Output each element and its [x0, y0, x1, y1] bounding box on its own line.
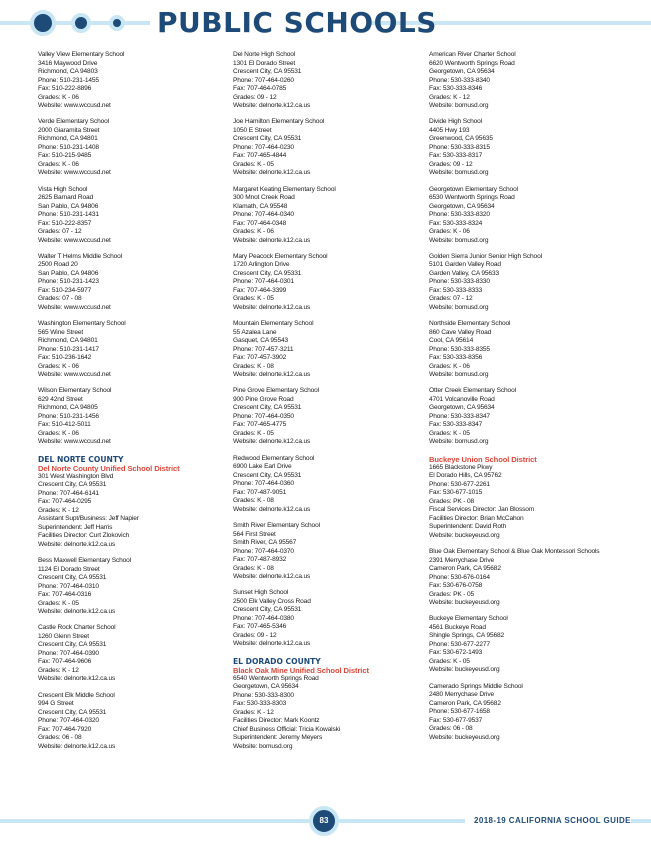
- entry-detail-line: Website: buckeyeusd.org: [429, 733, 500, 741]
- entry-heading: Del Norte High School: [233, 51, 296, 58]
- entry-heading: Bess Maxwell Elementary School: [38, 557, 131, 565]
- entry-detail-line: El Dorado Hills, CA 95762: [429, 472, 502, 480]
- entry-detail-line: Phone: 530-333-8355: [429, 345, 490, 353]
- entry-detail-line: Grades: 07 - 12: [38, 228, 82, 236]
- entry-detail-line: Phone: 510-231-1417: [38, 345, 99, 353]
- entry-detail-line: Fax: 510-222-8896: [38, 85, 92, 92]
- entry-detail-line: 1050 E Street: [233, 126, 272, 134]
- school-entry: [38, 624, 238, 684]
- header-dot-medium: [71, 13, 91, 33]
- entry-detail-line: Phone: 530-677-2277: [429, 640, 490, 648]
- entry-detail-line: Grades: K - 12: [233, 708, 274, 716]
- entry-detail-line: 2000 Giaramita Street: [38, 126, 100, 134]
- entry-detail-line: Facilities Director: Mark Koontz: [233, 717, 320, 725]
- school-entry: [233, 253, 433, 313]
- entry-detail-line: Richmond, CA 94805: [38, 404, 98, 412]
- directory-column-1: [38, 51, 238, 759]
- entry-detail-line: Website: delnorte.k12.ca.us: [233, 102, 311, 109]
- entry-detail-line: Grades: 07 - 08: [38, 295, 82, 303]
- guide-title: 2018-19 CALIFORNIA SCHOOL GUIDE: [474, 816, 631, 825]
- entry-detail-line: Grades: 06 - 08: [429, 725, 473, 733]
- entry-detail-line: Phone: 510-231-1455: [38, 76, 99, 84]
- entry-detail-line: 1720 Arlington Drive: [233, 261, 290, 269]
- entry-detail-line: Grades: 06 - 08: [38, 734, 82, 742]
- entry-detail-line: Phone: 530-333-8320: [429, 211, 490, 219]
- entry-detail-line: Fax: 707-464-0295: [38, 498, 92, 506]
- school-entry: [38, 557, 238, 617]
- page-title: PUBLIC SCHOOLS: [157, 6, 437, 39]
- entry-detail-line: Grades: K - 08: [233, 362, 274, 370]
- school-entry: [38, 253, 238, 313]
- entry-detail-line: Website: buckeyeusd.org: [429, 531, 500, 539]
- school-entry: [233, 522, 433, 582]
- entry-detail-line: San Pablo, CA 94806: [38, 269, 99, 277]
- directory-column-3: [429, 51, 629, 750]
- entry-heading: Buckeye Elementary School: [429, 615, 508, 623]
- entry-detail-line: Fiscal Services Director: Jan Blossom: [429, 506, 535, 514]
- entry-detail-line: Website: www.wccusd.net: [38, 438, 111, 446]
- entry-heading: Redwood Elementary School: [233, 454, 315, 462]
- entry-detail-line: Smith River, CA 95567: [233, 539, 297, 547]
- entry-detail-line: 1124 El Dorado Street: [38, 565, 100, 573]
- entry-detail-line: Website: delnorte.k12.ca.us: [233, 236, 311, 244]
- entry-heading: Sunset High School: [233, 589, 289, 597]
- entry-detail-line: Fax: 530-333-8356: [429, 354, 483, 362]
- entry-detail-line: Grades: K - 12: [38, 666, 79, 674]
- entry-detail-line: 2625 Barnard Road: [38, 194, 94, 202]
- entry-heading: Vista High School: [38, 185, 88, 193]
- entry-heading: Divide High School: [429, 118, 483, 126]
- entry-detail-line: Phone: 707-464-0390: [38, 649, 99, 657]
- entry-detail-line: Phone: 707-464-0340: [233, 211, 294, 219]
- entry-detail-line: Fax: 707-464-7920: [38, 725, 92, 733]
- entry-detail-line: 5101 Garden Valley Road: [429, 261, 501, 269]
- entry-detail-line: Crescent City, CA 95531: [233, 471, 302, 479]
- entry-detail-line: 6530 Wentworth Springs Road: [429, 194, 515, 202]
- entry-detail-line: Crescent City, CA 95531: [233, 135, 302, 143]
- entry-detail-line: Fax: 530-672-1493: [429, 649, 483, 657]
- entry-detail-line: Phone: 510-231-1408: [38, 143, 99, 151]
- entry-detail-line: Website: bomusd.org: [429, 236, 489, 244]
- entry-detail-line: 55 Azalea Lane: [233, 328, 277, 336]
- school-entry: [38, 387, 238, 447]
- entry-detail-line: Fax: 707-464-0348: [233, 219, 287, 227]
- entry-detail-line: 900 Pine Grove Road: [233, 395, 294, 403]
- entry-detail-line: Fax: 707-465-5346: [233, 623, 287, 631]
- entry-detail-line: Grades: K - 06: [429, 228, 470, 236]
- entry-detail-line: Fax: 530-333-8303: [233, 700, 287, 708]
- entry-detail-line: Grades: K - 06: [38, 362, 79, 370]
- entry-detail-line: Phone: 707-464-0310: [38, 582, 99, 590]
- entry-detail-line: Phone: 510-231-1456: [38, 412, 99, 420]
- entry-detail-line: 3416 Maywood Drive: [38, 59, 98, 67]
- entry-detail-line: Grades: K - 08: [233, 564, 274, 572]
- entry-detail-line: 994 G Street: [38, 700, 74, 708]
- entry-detail-line: Website: delnorte.k12.ca.us: [38, 608, 116, 616]
- school-entry: [233, 118, 433, 178]
- entry-detail-line: 2500 Elk Valley Cross Road: [233, 597, 311, 605]
- entry-detail-line: Phone: 707-464-0370: [233, 547, 294, 555]
- entry-detail-line: Fax: 530-333-8347: [429, 421, 483, 429]
- school-entry: [38, 186, 238, 246]
- entry-detail-line: Superintendent: Jeremy Meyers: [233, 734, 323, 742]
- entry-detail-line: Website: delnorte.k12.ca.us: [233, 371, 311, 379]
- entry-detail-line: 565 Wine Street: [38, 328, 84, 336]
- district-heading: Del Norte County Unified School District: [38, 463, 180, 473]
- entry-detail-line: 1301 El Dorado Street: [233, 59, 296, 67]
- entry-detail-line: San Pablo, CA 94806: [38, 202, 99, 210]
- entry-detail-line: 629 42nd Street: [38, 395, 83, 403]
- county-heading: EL DORADO COUNTY: [233, 656, 321, 666]
- entry-detail-line: Crescent City, CA 95531: [233, 404, 302, 412]
- entry-heading: Crescent Elk Middle School: [38, 691, 115, 699]
- entry-detail-line: Grades: K - 12: [38, 506, 79, 514]
- entry-detail-line: Fax: 510-412-5011: [38, 421, 91, 429]
- entry-heading: 301 West Washington Blvd: [38, 472, 114, 480]
- entry-heading: Washington Elementary School: [38, 320, 126, 328]
- entry-heading: Verde Elementary School: [38, 118, 109, 126]
- entry-detail-line: Fax: 707-465-4775: [233, 421, 287, 429]
- entry-detail-line: Fax: 530-676-0758: [429, 582, 483, 590]
- entry-detail-line: Facilities Director: Brian McCahon: [429, 514, 524, 522]
- entry-detail-line: Website: delnorte.k12.ca.us: [233, 303, 311, 311]
- entry-heading: Joe Hamilton Elementary School: [233, 118, 325, 126]
- footer-rule-right: [631, 819, 651, 823]
- entry-detail-line: Chief Business Official: Tricia Kowalski: [233, 725, 341, 733]
- entry-heading: Mary Peacock Elementary School: [233, 252, 328, 260]
- entry-detail-line: Fax: 510-215-9485: [38, 152, 92, 160]
- school-entry: [233, 320, 433, 380]
- entry-detail-line: Fax: 530-677-1015: [429, 489, 483, 497]
- header-dot-large: [30, 10, 56, 36]
- entry-detail-line: 6620 Wentworth Springs Road: [429, 59, 515, 67]
- entry-detail-line: Phone: 707-464-0350: [233, 412, 294, 420]
- entry-detail-line: Grades: K - 06: [38, 160, 79, 168]
- entry-detail-line: Georgetown, CA 95634: [429, 68, 495, 75]
- school-entry: [429, 387, 629, 447]
- entry-detail-line: 564 First Street: [233, 530, 276, 538]
- entry-detail-line: 300 Mnot Creek Road: [233, 194, 295, 202]
- entry-detail-line: Greenwood, CA 95635: [429, 135, 493, 143]
- entry-detail-line: Crescent City, CA 95531: [38, 481, 107, 489]
- entry-detail-line: Fax: 530-333-8346: [429, 85, 483, 92]
- entry-heading: 1665 Blackstone Pkwy: [429, 463, 493, 471]
- entry-detail-line: Garden Valley, CA 95633: [429, 269, 499, 277]
- entry-detail-line: Georgetown, CA 95634: [429, 202, 495, 210]
- entry-detail-line: Grades: 09 - 12: [233, 93, 277, 101]
- entry-detail-line: Georgetown, CA 95634: [233, 683, 299, 691]
- entry-detail-line: Phone: 530-333-8300: [233, 691, 294, 699]
- district-heading: Black Oak Mine Unified School District: [233, 665, 369, 675]
- page-header: [0, 0, 651, 48]
- entry-heading: Blue Oak Elementary School & Blue Oak Montessori Schools: [429, 548, 600, 556]
- entry-detail-line: Website: buckeyeusd.org: [429, 599, 500, 607]
- entry-detail-line: Fax: 707-465-4844: [233, 152, 287, 160]
- entry-detail-line: Website: www.wccusd.net: [38, 169, 111, 177]
- school-entry: [429, 615, 629, 675]
- school-entry: [429, 186, 629, 246]
- entry-detail-line: Cool, CA 95614: [429, 337, 474, 345]
- entry-detail-line: Assistant Supt/Business: Jeff Napier: [38, 515, 139, 523]
- entry-detail-line: Crescent City, CA 95331: [233, 269, 302, 277]
- entry-heading: Northside Elementary School: [429, 320, 511, 328]
- entry-detail-line: Cameron Park, CA 95682: [429, 565, 501, 573]
- school-entry: [429, 253, 629, 313]
- entry-heading: Smith River Elementary School: [233, 522, 320, 530]
- entry-detail-line: Richmond, CA 94801: [38, 337, 98, 345]
- entry-heading: Castle Rock Charter School: [38, 624, 116, 632]
- entry-detail-line: Superintendent: Jeff Harris: [38, 523, 113, 531]
- entry-detail-line: Website: bomusd.org: [429, 102, 489, 109]
- entry-detail-line: Phone: 530-333-8347: [429, 412, 490, 420]
- entry-detail-line: Website: www.wccusd.net: [38, 303, 111, 311]
- entry-detail-line: Richmond, CA 94803: [38, 68, 98, 75]
- entry-detail-line: Fax: 707-464-3399: [233, 286, 287, 294]
- county-heading: DEL NORTE COUNTY: [38, 454, 124, 464]
- entry-detail-line: Phone: 707-464-0380: [233, 614, 294, 622]
- entry-detail-line: Fax: 530-677-9537: [429, 716, 483, 724]
- entry-detail-line: Grades: K - 06: [38, 93, 79, 101]
- entry-detail-line: Fax: 707-487-8932: [233, 556, 287, 564]
- entry-detail-line: 2391 Merrychase Drive: [429, 556, 495, 564]
- entry-detail-line: Fax: 530-333-8333: [429, 286, 483, 294]
- entry-detail-line: Grades: K - 05: [233, 295, 274, 303]
- entry-detail-line: Phone: 530-677-2261: [429, 480, 490, 488]
- entry-heading: 6540 Wentworth Springs Road: [233, 674, 319, 682]
- school-entry: [233, 51, 433, 111]
- school-entry: [38, 473, 238, 550]
- page-number: 83: [309, 806, 339, 836]
- entry-detail-line: Phone: 707-464-0301: [233, 278, 294, 286]
- entry-detail-line: Crescent City, CA 95531: [38, 574, 107, 582]
- entry-detail-line: 2480 Merrychase Drive: [429, 691, 495, 699]
- entry-detail-line: Website: delnorte.k12.ca.us: [38, 742, 116, 750]
- entry-detail-line: Grades: K - 08: [233, 497, 274, 505]
- entry-detail-line: Grades: PK - 08: [429, 497, 475, 505]
- entry-detail-line: Crescent City, CA 95531: [38, 641, 107, 649]
- school-entry: [233, 186, 433, 246]
- entry-detail-line: Phone: 707-464-0360: [233, 480, 294, 488]
- entry-detail-line: Website: bomusd.org: [429, 169, 489, 177]
- school-entry: [429, 51, 629, 111]
- entry-heading: Otter Creek Elementary School: [429, 387, 516, 395]
- directory-column-2: [233, 51, 433, 759]
- entry-detail-line: Grades: K - 06: [429, 362, 470, 370]
- entry-detail-line: Website: bomusd.org: [429, 303, 489, 311]
- entry-detail-line: 4561 Buckeye Road: [429, 623, 486, 631]
- entry-detail-line: Grades: K - 05: [429, 429, 470, 437]
- entry-detail-line: Grades: 09 - 12: [233, 631, 277, 639]
- entry-detail-line: Website: www.wccusd.net: [38, 102, 111, 109]
- entry-detail-line: Crescent City, CA 95531: [233, 68, 302, 75]
- entry-detail-line: Website: delnorte.k12.ca.us: [38, 675, 116, 683]
- entry-detail-line: Fax: 707-464-9606: [38, 658, 92, 666]
- entry-detail-line: Grades: K - 05: [233, 160, 274, 168]
- entry-heading: Valley View Elementary School: [38, 51, 125, 58]
- school-entry: [233, 589, 433, 649]
- page-footer: [0, 806, 651, 836]
- entry-detail-line: 2500 Road 20: [38, 261, 78, 269]
- school-entry: [233, 675, 433, 752]
- entry-detail-line: Fax: 510-236-1642: [38, 354, 92, 362]
- entry-detail-line: Website: buckeyeusd.org: [429, 666, 500, 674]
- entry-detail-line: Fax: 707-464-0316: [38, 591, 92, 599]
- entry-detail-line: Fax: 510-234-5977: [38, 286, 92, 294]
- entry-detail-line: Georgetown, CA 95634: [429, 404, 495, 412]
- school-entry: [38, 320, 238, 380]
- entry-detail-line: Fax: 707-464-0785: [233, 85, 287, 92]
- entry-detail-line: Website: bomusd.org: [233, 742, 293, 750]
- entry-detail-line: Grades: K - 05: [38, 599, 79, 607]
- entry-heading: Golden Sierra Junior Senior High School: [429, 252, 542, 260]
- entry-detail-line: Cameron Park, CA 95682: [429, 699, 501, 707]
- entry-detail-line: Gasquet, CA 95543: [233, 337, 289, 345]
- school-entry: [38, 51, 238, 111]
- entry-detail-line: Website: delnorte.k12.ca.us: [233, 438, 311, 446]
- entry-detail-line: Phone: 530-333-8315: [429, 143, 490, 151]
- entry-detail-line: Grades: K - 05: [429, 657, 470, 665]
- district-heading: Buckeye Union School District: [429, 454, 537, 464]
- entry-detail-line: Fax: 530-333-8317: [429, 152, 483, 160]
- entry-detail-line: Grades: 07 - 12: [429, 295, 473, 303]
- entry-detail-line: Crescent City, CA 95531: [38, 708, 107, 716]
- entry-detail-line: Grades: 09 - 12: [429, 160, 473, 168]
- entry-detail-line: Crescent City, CA 95531: [233, 606, 302, 614]
- entry-detail-line: Website: bomusd.org: [429, 371, 489, 379]
- entry-detail-line: Phone: 530-676-0164: [429, 573, 490, 581]
- entry-detail-line: Phone: 707-464-6141: [38, 489, 99, 497]
- entry-detail-line: Grades: K - 12: [429, 93, 470, 101]
- entry-heading: Walter T Helms Middle School: [38, 252, 122, 260]
- entry-detail-line: Website: delnorte.k12.ca.us: [233, 640, 311, 648]
- school-entry: [233, 387, 433, 447]
- footer-rule-middle: [339, 819, 465, 823]
- entry-heading: Camerado Springs Middle School: [429, 682, 523, 690]
- entry-detail-line: Phone: 707-464-0260: [233, 76, 294, 84]
- entry-detail-line: Shingle Springs, CA 95682: [429, 632, 505, 640]
- entry-detail-line: Fax: 530-333-8324: [429, 219, 483, 227]
- entry-detail-line: Richmond, CA 94801: [38, 135, 98, 143]
- entry-detail-line: Website: delnorte.k12.ca.us: [233, 505, 311, 513]
- entry-detail-line: 1260 Glenn Street: [38, 632, 89, 640]
- entry-detail-line: Grades: K - 06: [38, 429, 79, 437]
- school-entry: [429, 320, 629, 380]
- entry-detail-line: Phone: 707-464-0320: [38, 717, 99, 725]
- school-entry: [429, 683, 629, 743]
- entry-detail-line: Phone: 510-231-1423: [38, 278, 99, 286]
- entry-detail-line: Website: www.wccusd.net: [38, 371, 111, 379]
- school-entry: [429, 118, 629, 178]
- entry-detail-line: Website: delnorte.k12.ca.us: [233, 169, 311, 177]
- entry-heading: Wilson Elementary School: [38, 387, 112, 395]
- entry-detail-line: Phone: 707-457-3211: [233, 345, 294, 353]
- school-entry: [429, 464, 629, 541]
- entry-detail-line: Phone: 707-464-0230: [233, 143, 294, 151]
- entry-detail-line: 4405 Hwy 193: [429, 126, 470, 134]
- entry-detail-line: Phone: 510-231-1431: [38, 211, 99, 219]
- entry-heading: American River Charter School: [429, 51, 516, 58]
- entry-heading: Pine Grove Elementary School: [233, 387, 319, 395]
- entry-detail-line: Phone: 530-333-8340: [429, 76, 490, 84]
- entry-detail-line: 6900 Lake Earl Drive: [233, 463, 292, 471]
- school-entry: [233, 455, 433, 515]
- entry-detail-line: Superintendent: David Roth: [429, 523, 507, 531]
- entry-detail-line: Grades: PK - 05: [429, 590, 475, 598]
- header-rule-middle: [50, 21, 150, 25]
- entry-heading: Mountain Elementary School: [233, 320, 314, 328]
- school-entry: [38, 692, 238, 752]
- entry-detail-line: Phone: 530-677-1658: [429, 708, 490, 716]
- entry-heading: Georgetown Elementary School: [429, 185, 518, 193]
- entry-detail-line: Website: www.wccusd.net: [38, 236, 111, 244]
- entry-detail-line: Phone: 530-333-8330: [429, 278, 490, 286]
- header-dot-small: [109, 15, 125, 31]
- entry-heading: Margaret Keating Elementary School: [233, 185, 336, 193]
- entry-detail-line: Fax: 707-457-3902: [233, 354, 287, 362]
- school-entry: [429, 548, 629, 608]
- footer-rule-left: [0, 819, 309, 823]
- entry-detail-line: Website: delnorte.k12.ca.us: [38, 540, 116, 548]
- entry-detail-line: Fax: 510-222-8357: [38, 219, 92, 227]
- entry-detail-line: Fax: 707-487-9051: [233, 488, 287, 496]
- entry-detail-line: Facilities Director: Curt Zlokovich: [38, 532, 130, 540]
- entry-detail-line: 860 Cave Valley Road: [429, 328, 492, 336]
- entry-detail-line: Grades: K - 05: [233, 429, 274, 437]
- entry-detail-line: Website: delnorte.k12.ca.us: [233, 573, 311, 581]
- entry-detail-line: Website: bomusd.org: [429, 438, 489, 446]
- entry-detail-line: Klamath, CA 95548: [233, 202, 288, 210]
- entry-detail-line: Grades: K - 06: [233, 228, 274, 236]
- entry-detail-line: 4701 Volcanoville Road: [429, 395, 495, 403]
- school-entry: [38, 118, 238, 178]
